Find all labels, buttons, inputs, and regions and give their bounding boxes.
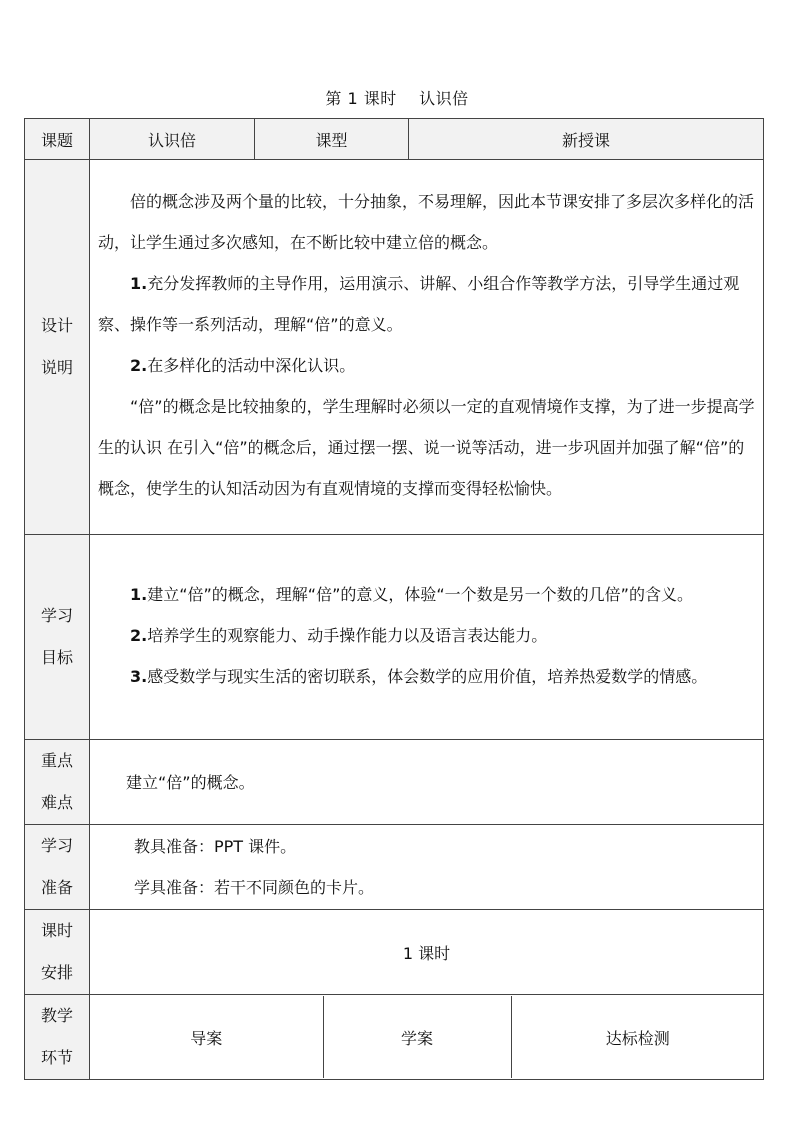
- schedule-label: [25, 910, 90, 995]
- schedule-label-line2: 安排: [40, 963, 73, 982]
- design-row: [25, 160, 764, 535]
- goals-label-line1: 学习: [40, 606, 73, 625]
- design-point-2: [98, 345, 755, 386]
- goals-content: [90, 535, 764, 740]
- stage-column-guide: 导案: [90, 996, 323, 1078]
- type-label: 课型: [255, 119, 409, 160]
- preparation-label: [25, 825, 90, 910]
- goal-item: [98, 656, 755, 697]
- goal-item-number: 2.: [130, 625, 148, 645]
- key-points-row: [25, 740, 764, 825]
- topic-row: [25, 119, 764, 160]
- stages-row: [25, 995, 764, 1080]
- goal-item-number: 1.: [130, 584, 148, 604]
- preparation-label-line1: 学习: [40, 836, 73, 855]
- stages-columns-row: [90, 996, 764, 1078]
- design-point-1: [98, 263, 755, 345]
- schedule-label-line1: 课时: [40, 921, 73, 940]
- stage-column-study: 学案: [323, 996, 511, 1078]
- preparation-row: [25, 825, 764, 910]
- preparation-label-line2: 准备: [40, 878, 73, 897]
- design-paragraph: “倍”的概念是比较抽象的，学生理解时必须以一定的直观情境作支撑，为了进一步提高学生的认识 在引入“倍”的概念后，通过摆一摆、说一说等活动，进一步巩固并加强了解“倍”的概念，使学生的认知活动因为有直观情境的支撑而变得轻松愉快。: [98, 397, 755, 498]
- goal-item: [98, 574, 755, 615]
- stages-label-line2: 环节: [40, 1048, 73, 1067]
- student-preparation: 学具准备：若干不同颜色的卡片。: [134, 878, 375, 897]
- stages-label-line1: 教学: [40, 1006, 73, 1025]
- goal-item-number: 3.: [130, 666, 148, 686]
- key-points-text: 建立“倍”的概念。: [90, 740, 764, 825]
- goals-row: [25, 535, 764, 740]
- design-point-1-text: 充分发挥教师的主导作用，运用演示、讲解、小组合作等教学方法，引导学生通过观察、操作等一系列活动，理解“倍”的意义。: [98, 274, 740, 334]
- design-paragraph: 倍的概念涉及两个量的比较，十分抽象，不易理解，因此本节课安排了多层次多样化的活动，让学生通过多次感知，在不断比较中建立倍的概念。: [98, 192, 755, 252]
- lesson-plan-table: [24, 118, 764, 1080]
- teacher-preparation: 教具准备：PPT 课件。: [134, 837, 297, 856]
- type-value: 新授课: [409, 119, 764, 160]
- key-points-label-line2: 难点: [40, 793, 73, 812]
- goals-label-line2: 目标: [40, 648, 73, 667]
- design-label-line1: 设计: [40, 316, 73, 335]
- goal-item-text: 感受数学与现实生活的密切联系，体会数学的应用价值，培养热爱数学的情感。: [147, 666, 708, 686]
- goal-item-text: 建立“倍”的概念，理解“倍”的意义，体验“一个数是另一个数的几倍”的含义。: [147, 584, 693, 604]
- design-point-1-number: 1.: [130, 274, 148, 293]
- goal-item: [98, 615, 755, 656]
- stages-columns-cell: [90, 995, 764, 1080]
- key-points-label: [25, 740, 90, 825]
- stages-subtable: [90, 996, 764, 1078]
- topic-value: 认识倍: [90, 119, 255, 160]
- design-content: [90, 160, 764, 535]
- schedule-row: [25, 910, 764, 995]
- topic-label: 课题: [25, 119, 90, 160]
- preparation-content: [90, 825, 764, 910]
- stages-label: [25, 995, 90, 1080]
- stage-column-assessment: 达标检测: [511, 996, 764, 1078]
- design-point-2-text: 在多样化的活动中深化认识。: [147, 356, 356, 375]
- design-label-line2: 说明: [40, 358, 73, 377]
- goals-label: [25, 535, 90, 740]
- design-label: [25, 160, 90, 535]
- page-title: 第 1 课时 认识倍: [325, 89, 469, 108]
- goal-item-text: 培养学生的观察能力、动手操作能力以及语言表达能力。: [147, 625, 548, 645]
- schedule-value: 1 课时: [90, 910, 764, 995]
- key-points-label-line1: 重点: [40, 751, 73, 770]
- design-point-2-number: 2.: [130, 356, 148, 375]
